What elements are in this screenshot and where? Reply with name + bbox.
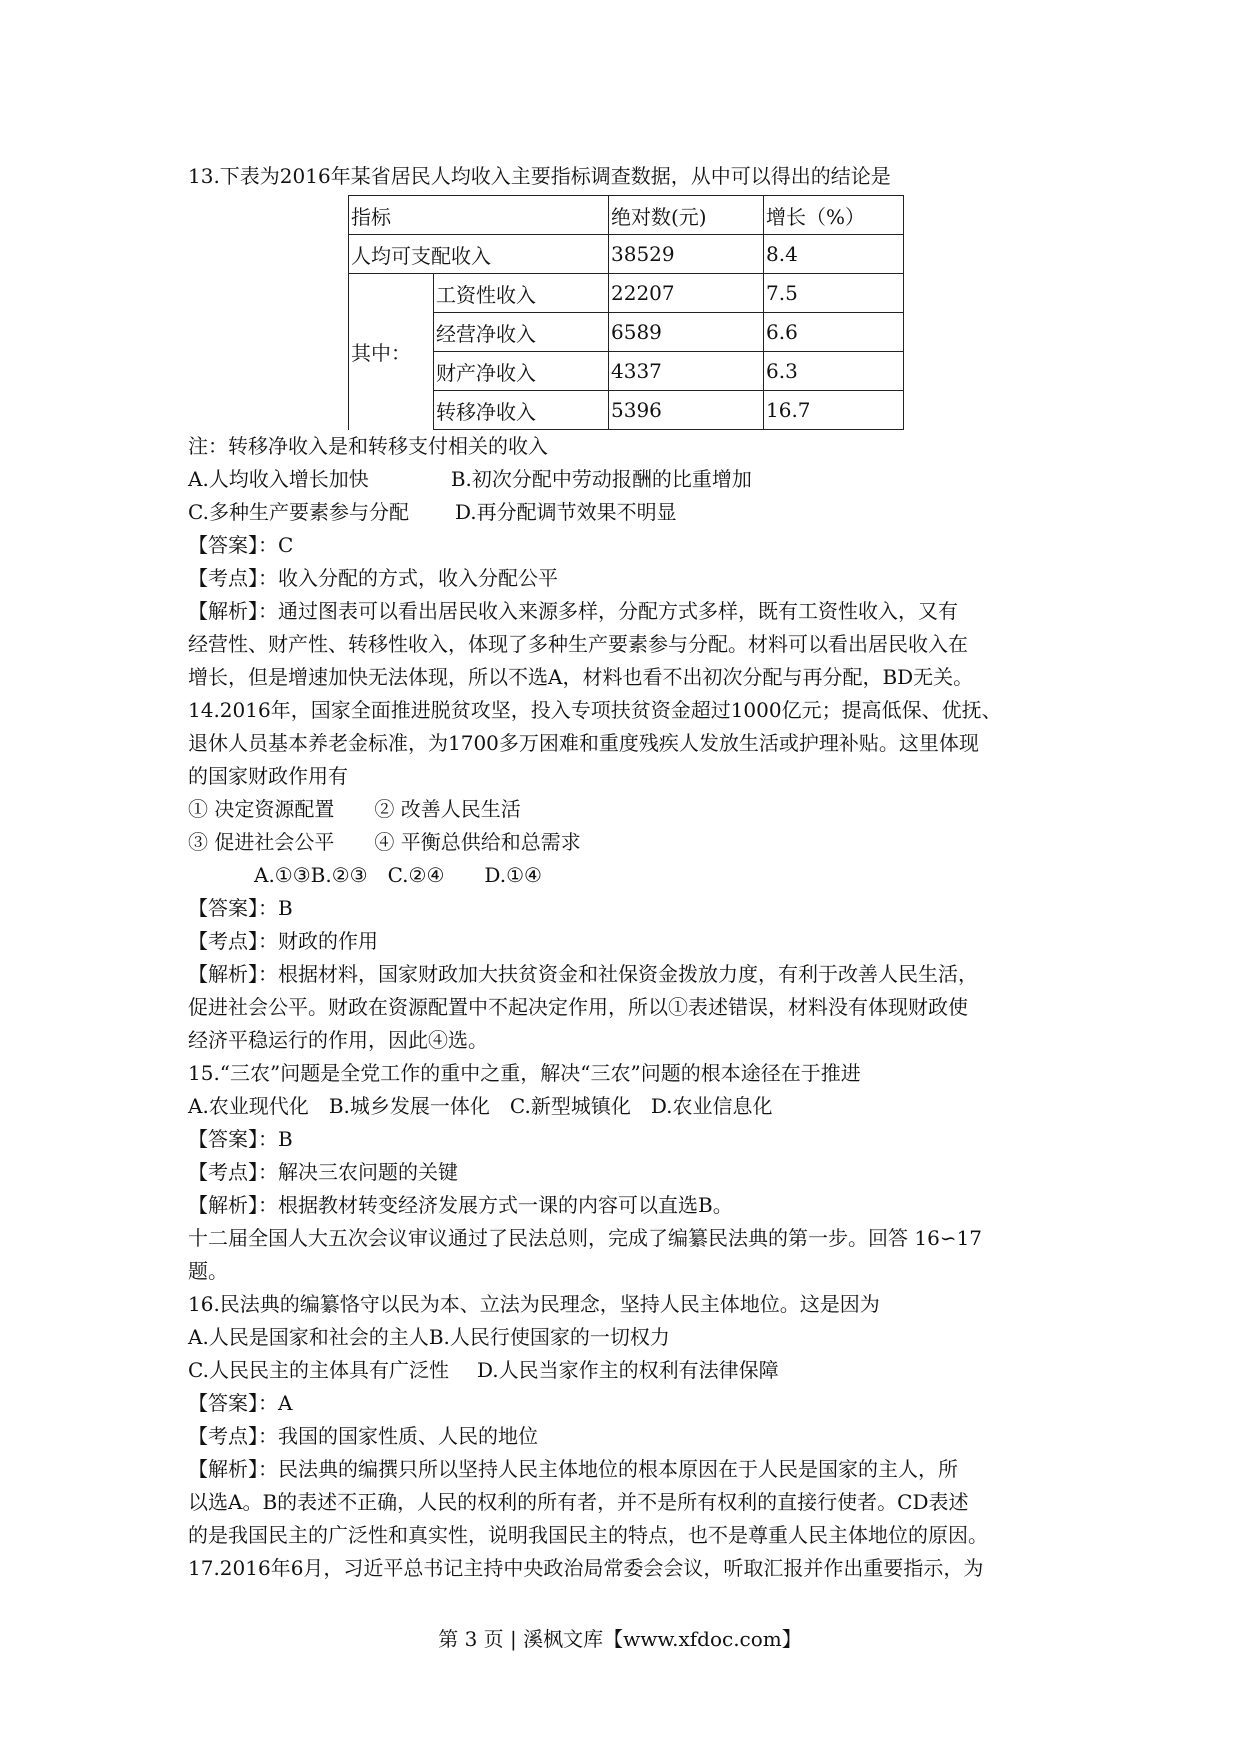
option-b: B.②③ (310, 863, 368, 887)
option-b: B.人民行使国家的一切权力 (428, 1325, 670, 1349)
q13-options-row-2 (188, 496, 1068, 529)
page-footer: 第 3 页 | 溪枫文库【www.xfdoc.com】 (438, 1627, 802, 1651)
row-value: 22207 (609, 274, 764, 313)
q15-point: 【考点】：解决三农问题的关键 (188, 1160, 458, 1184)
q16-analysis-line: 【解析】：民法典的编撰只所以坚持人民主体地位的根本原因在于人民是国家的主人，所 (188, 1457, 958, 1481)
item-4: ④ 平衡总供给和总需求 (374, 830, 581, 854)
q13-answer: 【答案】：C (188, 533, 294, 557)
q14-items-row-2 (188, 826, 1068, 859)
q16-analysis-line: 以选A。B的表述不正确，人民的权利的所有者，并不是所有权利的直接行使者。CD表述 (188, 1490, 969, 1514)
option-a: A.①③ (254, 863, 311, 887)
q16-analysis-line: 的是我国民主的广泛性和真实性，说明我国民主的特点，也不是尊重人民主体地位的原因。 (188, 1523, 988, 1547)
group-label: 其中： (349, 274, 434, 430)
row-growth: 8.4 (764, 235, 904, 274)
row-label: 转移净收入 (434, 391, 609, 430)
row-label: 经营净收入 (434, 313, 609, 352)
table-row (349, 274, 904, 313)
row-value: 5396 (609, 391, 764, 430)
option-c: C.人民民主的主体具有广泛性 (188, 1358, 449, 1382)
q13-stem: 13.下表为2016年某省居民人均收入主要指标调查数据，从中可以得出的结论是 (188, 164, 891, 188)
q13-note: 注：转移净收入是和转移支付相关的收入 (188, 434, 548, 458)
intro-line: 十二届全国人大五次会议审议通过了民法总则，完成了编纂民法典的第一步。回答 16∽17 (188, 1226, 983, 1250)
q17-stem: 17.2016年6月，习近平总书记主持中央政治局常委会会议，听取汇报并作出重要指示，为 (188, 1556, 984, 1580)
option-d: D.①④ (484, 863, 542, 887)
q16-point: 【考点】：我国的国家性质、人民的地位 (188, 1424, 538, 1448)
table-row (349, 235, 904, 274)
row-growth: 7.5 (764, 274, 904, 313)
option-c: C.②④ (387, 863, 445, 887)
option-a: A.人均收入增长加快 (188, 467, 369, 491)
row-value: 38529 (609, 235, 764, 274)
q16-options-row-1 (188, 1321, 1068, 1354)
item-1: ① 决定资源配置 (188, 797, 335, 821)
q13-analysis-line: 经营性、财产性、转移性收入，体现了多种生产要素参与分配。材料可以看出居民收入在 (188, 632, 968, 656)
document-page (188, 160, 1068, 1585)
row-value: 6589 (609, 313, 764, 352)
q13-options-row-1 (188, 463, 1068, 496)
row-label: 人均可支配收入 (349, 235, 609, 274)
option-a: A.农业现代化 (188, 1094, 309, 1118)
q14-stem-line: 14.2016年，国家全面推进脱贫攻坚，投入专项扶贫资金超过1000亿元；提高低保、优抚、 (188, 698, 1002, 722)
q13-analysis-line: 增长，但是增速加快无法体现，所以不选A，材料也看不出初次分配与再分配，BD无关。 (188, 665, 974, 689)
q14-analysis-line: 经济平稳运行的作用，因此④选。 (188, 1028, 488, 1052)
option-b: B.初次分配中劳动报酬的比重增加 (450, 467, 752, 491)
q13-point: 【考点】：收入分配的方式，收入分配公平 (188, 566, 558, 590)
option-b: B.城乡发展一体化 (328, 1094, 490, 1118)
q14-stem-line: 退休人员基本养老金标准，为1700多万困难和重度残疾人发放生活或护理补贴。这里体现 (188, 731, 979, 755)
q16-stem: 16.民法典的编纂恪守以民为本、立法为民理念，坚持人民主体地位。这是因为 (188, 1292, 880, 1316)
item-3: ③ 促进社会公平 (188, 830, 335, 854)
q14-stem-line: 的国家财政作用有 (188, 764, 348, 788)
row-growth: 6.3 (764, 352, 904, 391)
q16-answer: 【答案】：A (188, 1391, 293, 1415)
q14-answer: 【答案】：B (188, 896, 293, 920)
item-2: ② 改善人民生活 (374, 797, 521, 821)
q14-options (188, 859, 1068, 892)
header-indicator: 指标 (349, 196, 609, 235)
q15-stem: 15.“三农”问题是全党工作的重中之重，解决“三农”问题的根本途径在于推进 (188, 1061, 861, 1085)
row-growth: 16.7 (764, 391, 904, 430)
q16-options-row-2 (188, 1354, 1068, 1387)
intro-line: 题。 (188, 1259, 228, 1283)
q14-point: 【考点】：财政的作用 (188, 929, 378, 953)
header-absolute: 绝对数(元) (609, 196, 764, 235)
income-table (348, 195, 904, 430)
option-c: C.多种生产要素参与分配 (188, 500, 409, 524)
option-d: D.农业信息化 (650, 1094, 773, 1118)
row-growth: 6.6 (764, 313, 904, 352)
row-label: 工资性收入 (434, 274, 609, 313)
q13-analysis-line: 【解析】：通过图表可以看出居民收入来源多样，分配方式多样，既有工资性收入，又有 (188, 599, 958, 623)
option-d: D.人民当家作主的权利有法律保障 (476, 1358, 779, 1382)
q15-analysis: 【解析】：根据教材转变经济发展方式一课的内容可以直选B。 (188, 1193, 733, 1217)
q14-analysis-line: 【解析】：根据材料，国家财政加大扶贫资金和社保资金拨放力度，有利于改善人民生活， (188, 962, 978, 986)
q15-options (188, 1090, 1068, 1123)
header-growth: 增长（%） (764, 196, 904, 235)
q15-answer: 【答案】：B (188, 1127, 293, 1151)
option-c: C.新型城镇化 (509, 1094, 631, 1118)
option-d: D.再分配调节效果不明显 (454, 500, 677, 524)
option-a: A.人民是国家和社会的主人 (188, 1325, 429, 1349)
row-label: 财产净收入 (434, 352, 609, 391)
q14-items-row-1 (188, 793, 1068, 826)
row-value: 4337 (609, 352, 764, 391)
table-header-row (349, 196, 904, 235)
q14-analysis-line: 促进社会公平。财政在资源配置中不起决定作用，所以①表述错误，材料没有体现财政使 (188, 995, 968, 1019)
